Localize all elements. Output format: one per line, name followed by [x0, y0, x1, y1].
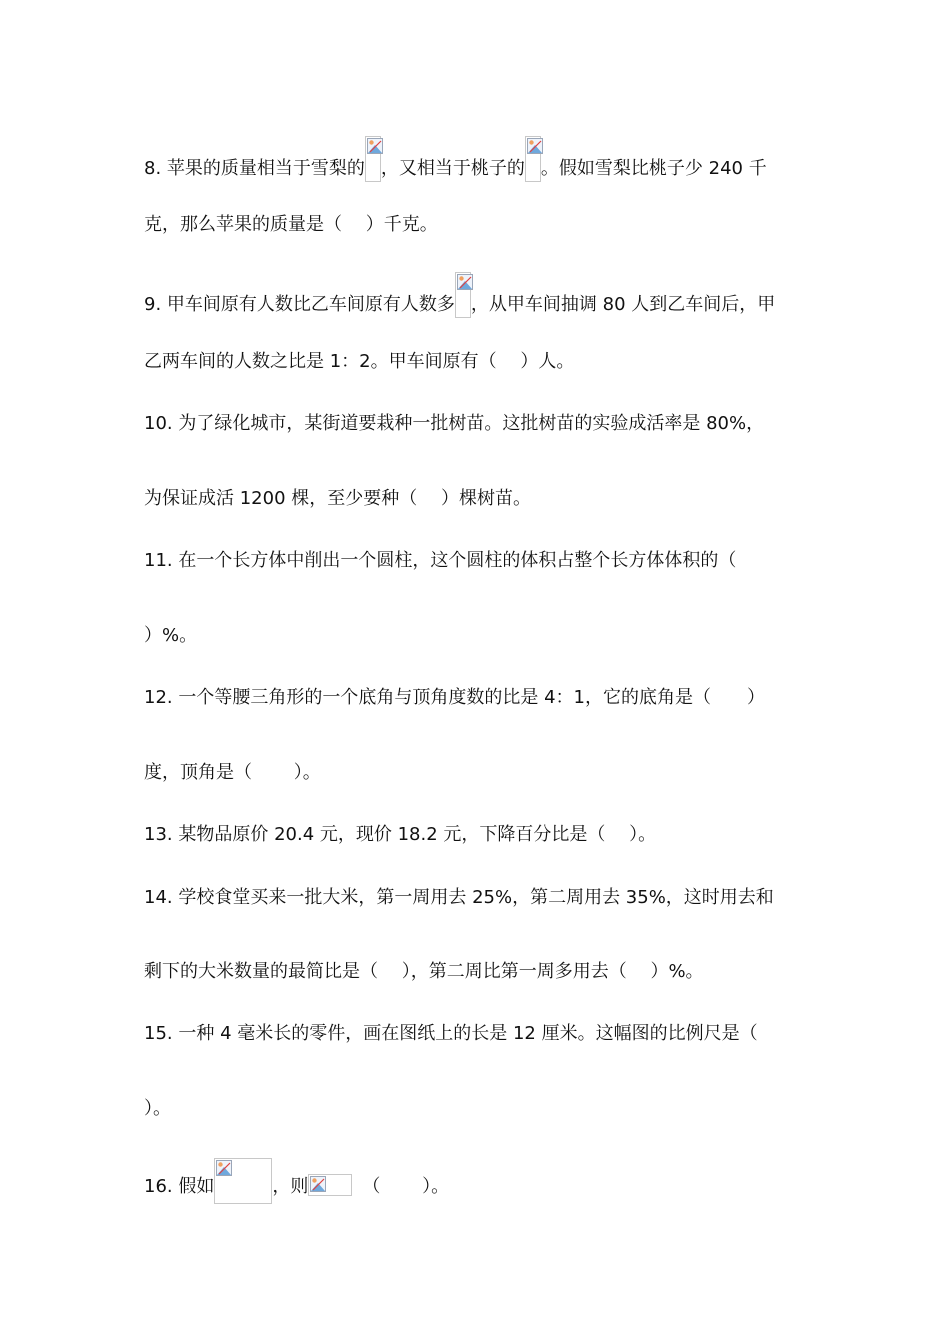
- expression-image-placeholder: [308, 1174, 352, 1196]
- question-9-text-b: ，从甲车间抽调 80 人到乙车间后，甲: [470, 294, 776, 315]
- question-12-text-b: 度，顶角是（ ）。: [144, 762, 321, 783]
- question-10-text-a: 10. 为了绿化城市，某街道要栽种一批树苗。这批树苗的实验成活率是 80%，: [144, 413, 765, 434]
- question-14-text-a: 14. 学校食堂买来一批大米，第一周用去 25%，第二周用去 35%，这时用去和: [144, 887, 774, 908]
- question-8-line-1: [144, 136, 767, 182]
- question-15-text-b: ）。: [144, 1098, 171, 1119]
- question-10-line-1: [144, 412, 764, 436]
- question-11-line-1: [144, 549, 736, 573]
- equation-image-placeholder: [214, 1158, 272, 1204]
- broken-image-icon: [310, 1176, 326, 1192]
- question-10-text-b: 为保证成活 1200 棵，至少要种（ ）棵树苗。: [144, 488, 531, 509]
- question-8-text-d: 克，那么苹果的质量是（ ）千克。: [144, 214, 438, 235]
- question-9-text-c: 乙两车间的人数之比是 1：2。甲车间原有（ ）人。: [144, 351, 575, 372]
- question-9-line-1: [144, 272, 775, 318]
- question-15-line-2: [144, 1097, 171, 1121]
- question-14-line-1: [144, 886, 774, 910]
- question-12-line-2: [144, 761, 321, 785]
- question-8-text-c: 。假如雪梨比桃子少 240 千: [540, 158, 767, 179]
- fraction-image-placeholder: [365, 136, 381, 182]
- fraction-image-placeholder: [455, 272, 471, 318]
- broken-image-icon: [367, 138, 383, 154]
- question-12-line-1: [144, 686, 765, 710]
- question-11-text-a: 11. 在一个长方体中削出一个圆柱，这个圆柱的体积占整个长方体体积的（: [144, 550, 737, 571]
- question-16-line-1: [144, 1158, 449, 1204]
- broken-image-icon: [457, 274, 473, 290]
- question-16-text-a: 16. 假如: [144, 1176, 215, 1197]
- question-8-text-b: ，又相当于桃子的: [380, 158, 525, 179]
- question-16-text-c: （ ）。: [362, 1176, 450, 1197]
- question-11-text-b: ）%。: [144, 625, 198, 646]
- fraction-image-placeholder: [525, 136, 541, 182]
- question-12-text-a: 12. 一个等腰三角形的一个底角与顶角度数的比是 4：1，它的底角是（ ）: [144, 687, 765, 708]
- question-14-text-b: 剩下的大米数量的最简比是（ ），第二周比第一周多用去（ ）%。: [144, 961, 704, 982]
- question-8-text-a: 8. 苹果的质量相当于雪梨的: [144, 158, 365, 179]
- question-13-text-a: 13. 某物品原价 20.4 元，现价 18.2 元，下降百分比是（ ）。: [144, 824, 657, 845]
- question-9-line-2: [144, 350, 574, 374]
- question-13-line-1: [144, 823, 656, 847]
- question-10-line-2: [144, 487, 531, 511]
- question-15-line-1: [144, 1022, 758, 1046]
- question-11-line-2: [144, 624, 197, 648]
- broken-image-icon: [527, 138, 543, 154]
- question-8-line-2: [144, 213, 438, 237]
- question-15-text-a: 15. 一种 4 毫米长的零件，画在图纸上的长是 12 厘米。这幅图的比例尺是（: [144, 1023, 758, 1044]
- question-14-line-2: [144, 960, 704, 984]
- question-9-text-a: 9. 甲车间原有人数比乙车间原有人数多: [144, 294, 455, 315]
- question-16-text-b: ，则: [272, 1176, 309, 1197]
- broken-image-icon: [216, 1160, 232, 1176]
